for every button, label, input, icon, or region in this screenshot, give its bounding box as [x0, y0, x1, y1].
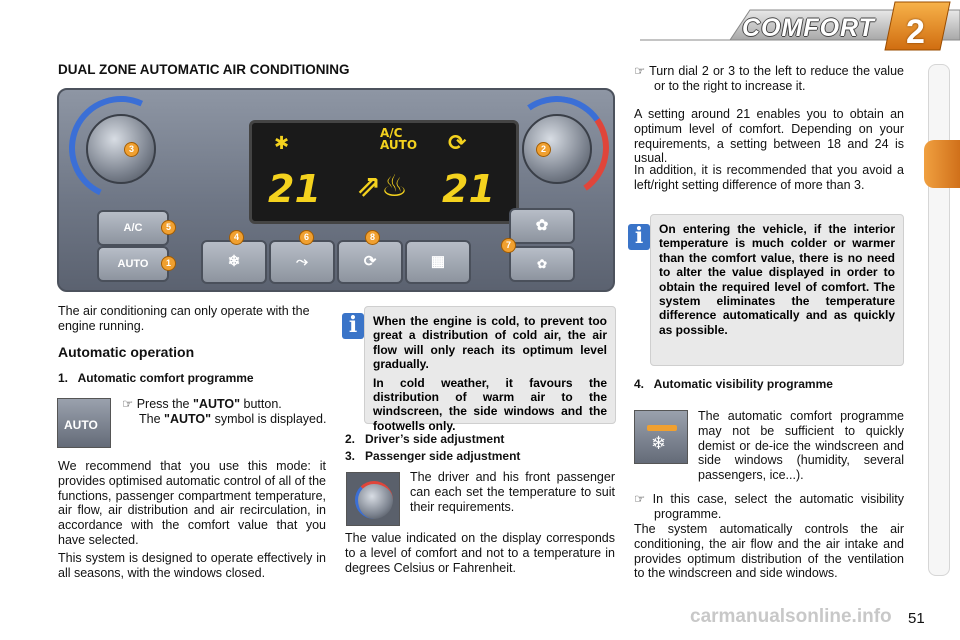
fan-icon: ✱ — [274, 133, 290, 154]
system-controls-text: The system automatically controls the air conditioning, the air flow and the air intake and provides optimum distribution of the ventilation to the windscreen and side windows. — [634, 522, 904, 581]
demist-button[interactable]: ❄ — [201, 240, 267, 284]
in-this-case-text — [634, 492, 904, 522]
in-this-case-body: In this case, select the automatic visibility programme. — [652, 492, 905, 521]
callout-8: 8 — [365, 230, 380, 245]
chapter-number: 2 — [906, 13, 925, 51]
item-2-heading: 2. Driver’s side adjustment — [345, 432, 505, 446]
turn-dial-text — [634, 64, 904, 94]
page-number: 51 — [908, 610, 925, 627]
callout-5: 5 — [161, 220, 176, 235]
finger-icon: ☞ — [122, 397, 134, 411]
auto-button[interactable]: AUTO — [97, 246, 169, 282]
button-word: button. — [243, 397, 282, 411]
turn-dial-body: Turn dial 2 or 3 to the left to reduce the value or to the right to increase it. — [649, 64, 904, 93]
callout-4: 4 — [229, 230, 244, 245]
callout-6: 6 — [299, 230, 314, 245]
indicator-light — [647, 425, 677, 431]
item-4-heading: 4. Automatic visibility programme — [634, 377, 833, 391]
ac-button[interactable]: A/C — [97, 210, 169, 246]
the-word: The — [139, 411, 161, 426]
subheading-automatic-operation: Automatic operation — [58, 344, 195, 360]
finger-icon: ☞ — [634, 64, 650, 78]
lcd-temp-left: 21 — [268, 167, 321, 211]
info-cold-weather-text: In cold weather, it favours the distribution of warm air to the windscreen, the side windows and the footwells only. — [373, 375, 607, 433]
demist-icon: ❄ — [651, 433, 667, 453]
info-box-entering-vehicle: On entering the vehicle, if the interior temperature is much colder or warmer than the comfort value, there is no need to alter the value displayed in order to obtain the required level of comfort. The system eliminates the temperature difference automatically and as quickly as possible. — [650, 214, 904, 366]
section-title: DUAL ZONE AUTOMATIC AIR CONDITIONING — [58, 62, 350, 77]
rear-demist-button[interactable]: ▦ — [405, 240, 471, 284]
setting-text: A setting around 21 enables you to obtain an optimum level of comfort. Depending on your requirements, a setting between 18 and 24 is usual. — [634, 107, 904, 166]
callout-1: 1 — [161, 256, 176, 271]
demist-button-thumbnail — [634, 410, 688, 464]
display-screen — [249, 120, 519, 224]
right-temperature-dial[interactable] — [522, 114, 592, 184]
auto-comfort-text: The automatic comfort programme may not be sufficient to quickly demist or de-ice the windscreen and side windows (humidity, several passengers, ice...). — [698, 409, 904, 482]
auto-quote-1: "AUTO" — [193, 397, 241, 411]
intro-text: The air conditioning can only operate with the engine running. — [58, 304, 310, 333]
dial-icon — [355, 481, 393, 519]
recirculation-button[interactable]: ⟳ — [337, 240, 403, 284]
fan-up-button[interactable]: ✿ — [509, 208, 575, 244]
recirculation-icon: ⟳ — [448, 131, 467, 156]
callout-7: 7 — [501, 238, 516, 253]
item-1-heading: 1. Automatic comfort programme — [58, 371, 254, 385]
driver-passenger-text: The driver and his front passenger can each set the temperature to suit their requirements. — [410, 470, 615, 514]
addition-text: In addition, it is recommended that you avoid a left/right setting difference of more than 3. — [634, 163, 904, 192]
designed-text: This system is designed to operate effectively in all seasons, with the windows closed. — [58, 551, 326, 580]
item-3-heading: 3. Passenger side adjustment — [345, 449, 521, 463]
press-word: Press the — [136, 397, 190, 411]
airflow-person-icon: ⇗♨ — [356, 169, 409, 204]
fan-down-button[interactable]: ✿ — [509, 246, 575, 282]
callout-3: 3 — [124, 142, 139, 157]
symbol-text: symbol is displayed. — [214, 411, 327, 426]
left-temperature-dial[interactable] — [86, 114, 156, 184]
press-auto-text — [122, 397, 328, 427]
info-box-cold-engine — [364, 306, 616, 433]
value-indicated-text: The value indicated on the display corresponds to a level of comfort and not to a temperature in degrees Celsius or Fahrenheit. — [345, 531, 615, 575]
recommend-text: We recommend that you use this mode: it provides optimised automatic control of all of the functions, passenger compartment temperature, air flow, air distribution and air recirculation, in accordance with the comfort value that you have selected. — [58, 459, 326, 547]
auto-button-thumbnail — [57, 398, 111, 448]
air-distribution-button[interactable]: ⤳ — [269, 240, 335, 284]
watermark: carmanualsonline.info — [690, 606, 892, 627]
finger-icon: ☞ — [634, 492, 653, 506]
info-icon: i — [342, 313, 364, 339]
lcd-mode: A/C AUTO — [380, 126, 418, 152]
thumb-auto-label: AUTO — [64, 418, 98, 432]
active-chapter-tab[interactable] — [924, 140, 960, 188]
info-icon: i — [628, 224, 650, 250]
auto-quote-2: "AUTO" — [164, 411, 212, 426]
info-cold-engine-text: When the engine is cold, to prevent too great a distribution of cold air, the air flow will only reach its optimum level gradually. — [373, 314, 607, 372]
callout-2: 2 — [536, 142, 551, 157]
lcd-temp-right: 21 — [442, 167, 495, 211]
dial-thumbnail — [346, 472, 400, 526]
climate-control-panel — [57, 88, 615, 292]
chapter-title: COMFORT — [742, 14, 875, 42]
